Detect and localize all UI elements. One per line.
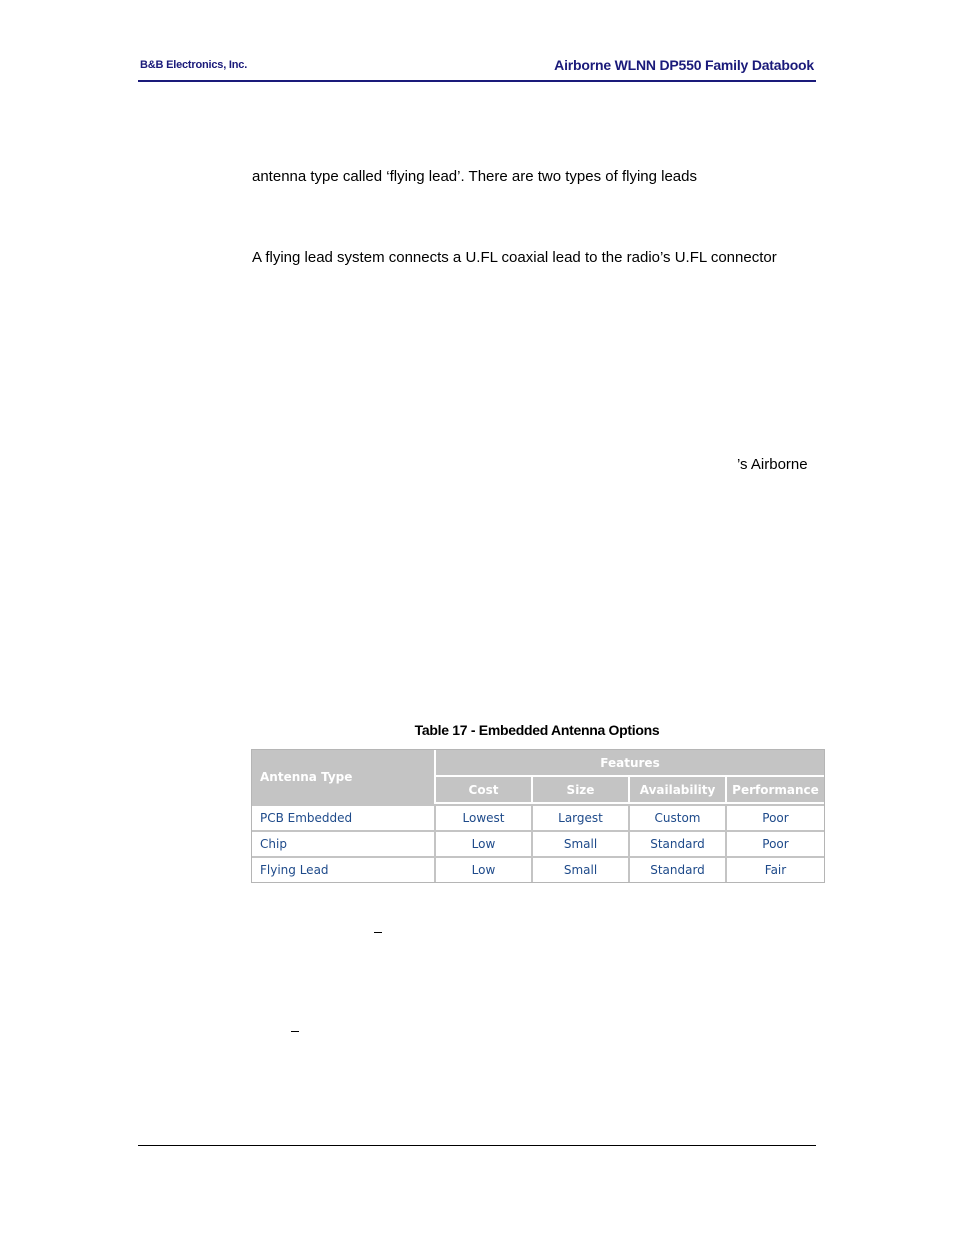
cell-cost: Low (436, 856, 533, 882)
cell-size: Small (533, 856, 630, 882)
column-header-cost: Cost (436, 777, 533, 804)
paragraph-flying-lead-intro: antenna type called ‘flying lead’. There are two types of flying leads (252, 168, 697, 185)
column-header-availability: Availability (630, 777, 727, 804)
cell-antenna-type: Chip (252, 830, 436, 856)
column-header-size: Size (533, 777, 630, 804)
table-row (252, 804, 824, 830)
cell-availability: Standard (630, 830, 727, 856)
cell-size: Small (533, 830, 630, 856)
cell-cost: Low (436, 830, 533, 856)
cell-performance: Poor (727, 830, 824, 856)
header-company: B&B Electronics, Inc. (140, 59, 248, 71)
table-caption: Table 17 - Embedded Antenna Options (414, 722, 660, 738)
cell-antenna-type: Flying Lead (252, 856, 436, 882)
paragraph-fragment-airborne: ’s Airborne (737, 456, 808, 473)
dash-mark (374, 932, 382, 933)
cell-availability: Standard (630, 856, 727, 882)
column-header-performance: Performance (727, 777, 824, 804)
column-group-features: Features (436, 750, 824, 777)
cell-cost: Lowest (436, 804, 533, 830)
table-row (252, 856, 824, 882)
header-rule (138, 80, 816, 82)
cell-size: Largest (533, 804, 630, 830)
cell-availability: Custom (630, 804, 727, 830)
column-header-antenna-type: Antenna Type (252, 750, 436, 804)
embedded-antenna-options-table (251, 749, 825, 883)
header-doc-title: Airborne WLNN DP550 Family Databook (554, 57, 814, 73)
footer-rule (138, 1145, 816, 1146)
cell-performance: Poor (727, 804, 824, 830)
table-row (252, 830, 824, 856)
dash-mark (291, 1031, 299, 1032)
cell-performance: Fair (727, 856, 824, 882)
cell-antenna-type: PCB Embedded (252, 804, 436, 830)
paragraph-flying-lead-system: A flying lead system connects a U.FL coaxial lead to the radio’s U.FL connector (252, 249, 777, 266)
